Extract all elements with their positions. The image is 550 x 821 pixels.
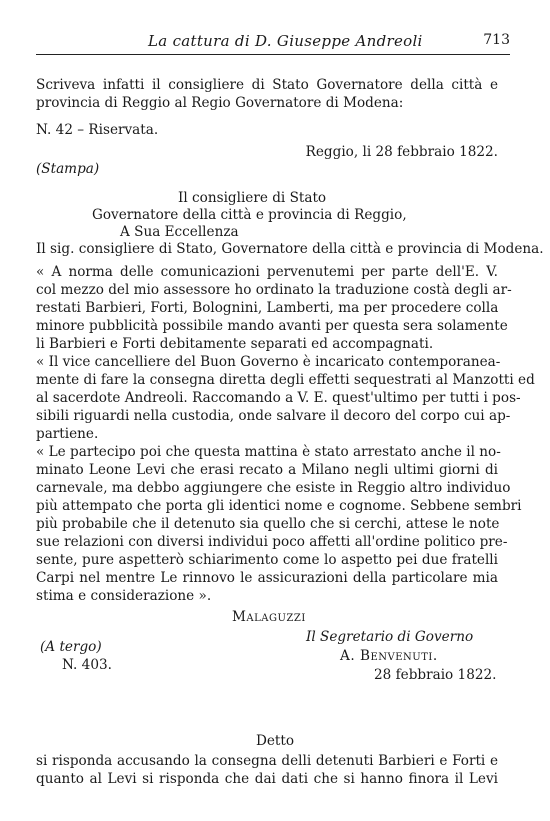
reference-number: N. 42 – Riservata.	[36, 122, 159, 138]
verso-label: (A tergo)	[40, 639, 102, 655]
body-line: li Barbieri e Forti debitamente separati ed accompagnati.	[36, 336, 434, 352]
running-title: La cattura di D. Giuseppe Andreoli	[148, 32, 423, 50]
body-line: minore pubblicità possibile mando avanti per questa sera solamente	[36, 318, 508, 334]
salutation: A Sua Eccellenza	[120, 224, 239, 240]
body-line: « A norma delle comunicazioni pervenutemi per parte dell'E. V.	[36, 264, 498, 280]
body-line: restati Barbieri, Forti, Bolognini, Lamberti, ma per procedere colla	[36, 300, 499, 316]
body-line: minato Leone Levi che erasi recato a Milano negli ultimi giorni di	[36, 462, 498, 478]
closing-line: si risponda accusando la consegna delli detenuti Barbieri e Forti e	[36, 753, 498, 769]
body-line: « Le partecipo poi che questa mattina è stato arrestato anche il no-	[36, 444, 501, 460]
addressee: Il sig. consigliere di Stato, Governatore della città e provincia di Modena.	[36, 241, 544, 257]
body-line: carnevale, ma debbo aggiungere che esiste in Reggio altro individuo	[36, 480, 511, 496]
date-line: Reggio, li 28 febbraio 1822.	[305, 144, 498, 160]
verso-number: N. 403.	[62, 657, 112, 673]
secretary-name: A. Benvenuti.	[340, 648, 438, 664]
page-number: 713	[483, 32, 510, 48]
body-line: partiene.	[36, 426, 99, 442]
body-line: sue relazioni con diversi individui poco affetti all'ordine politico pre-	[36, 534, 508, 550]
body-line: Carpi nel mentre Le rinnovo le assicurazioni della particolare mia	[36, 570, 498, 586]
body-line: « Il vice cancelliere del Buon Governo è incaricato contemporanea-	[36, 354, 501, 370]
sender-line: Il consigliere di Stato	[178, 190, 327, 206]
body-line: più attempato che porta gli identici nome e cognome. Sebbene sembri	[36, 498, 522, 514]
intro-line: provincia di Reggio al Regio Governatore di Modena:	[36, 95, 404, 111]
closing-line: quanto al Levi si risponda che dai dati che si hanno finora il Levi	[36, 771, 498, 787]
body-line: sente, pure aspetterò schiarimento come lo aspetto pei due fratelli	[36, 552, 498, 568]
sender-line: Governatore della città e provincia di Reggio,	[92, 207, 407, 223]
stamp-note: (Stampa)	[36, 161, 100, 177]
intro-line: Scriveva infatti il consigliere di Stato Governatore della città e	[36, 77, 498, 93]
signature: Malaguzzi	[232, 609, 306, 625]
body-line: stima e considerazione ».	[36, 588, 212, 604]
body-line: mente di fare la consegna diretta degli effetti sequestrati al Manzotti ed	[36, 372, 535, 388]
body-line: col mezzo del mio assessore ho ordinato la traduzione costà degli ar-	[36, 282, 512, 298]
verso-date: 28 febbraio 1822.	[374, 667, 497, 683]
body-line: al sacerdote Andreoli. Raccomando a V. E. quest'ultimo per tutti i pos-	[36, 390, 521, 406]
body-line: sibili riguardi nella custodia, onde salvare il decoro del corpo cui ap-	[36, 408, 511, 424]
section-heading: Detto	[255, 733, 295, 749]
running-header	[36, 28, 510, 55]
body-line: più probabile che il detenuto sia quello che si cerchi, attese le note	[36, 516, 500, 532]
secretary-title: Il Segretario di Governo	[306, 629, 474, 645]
